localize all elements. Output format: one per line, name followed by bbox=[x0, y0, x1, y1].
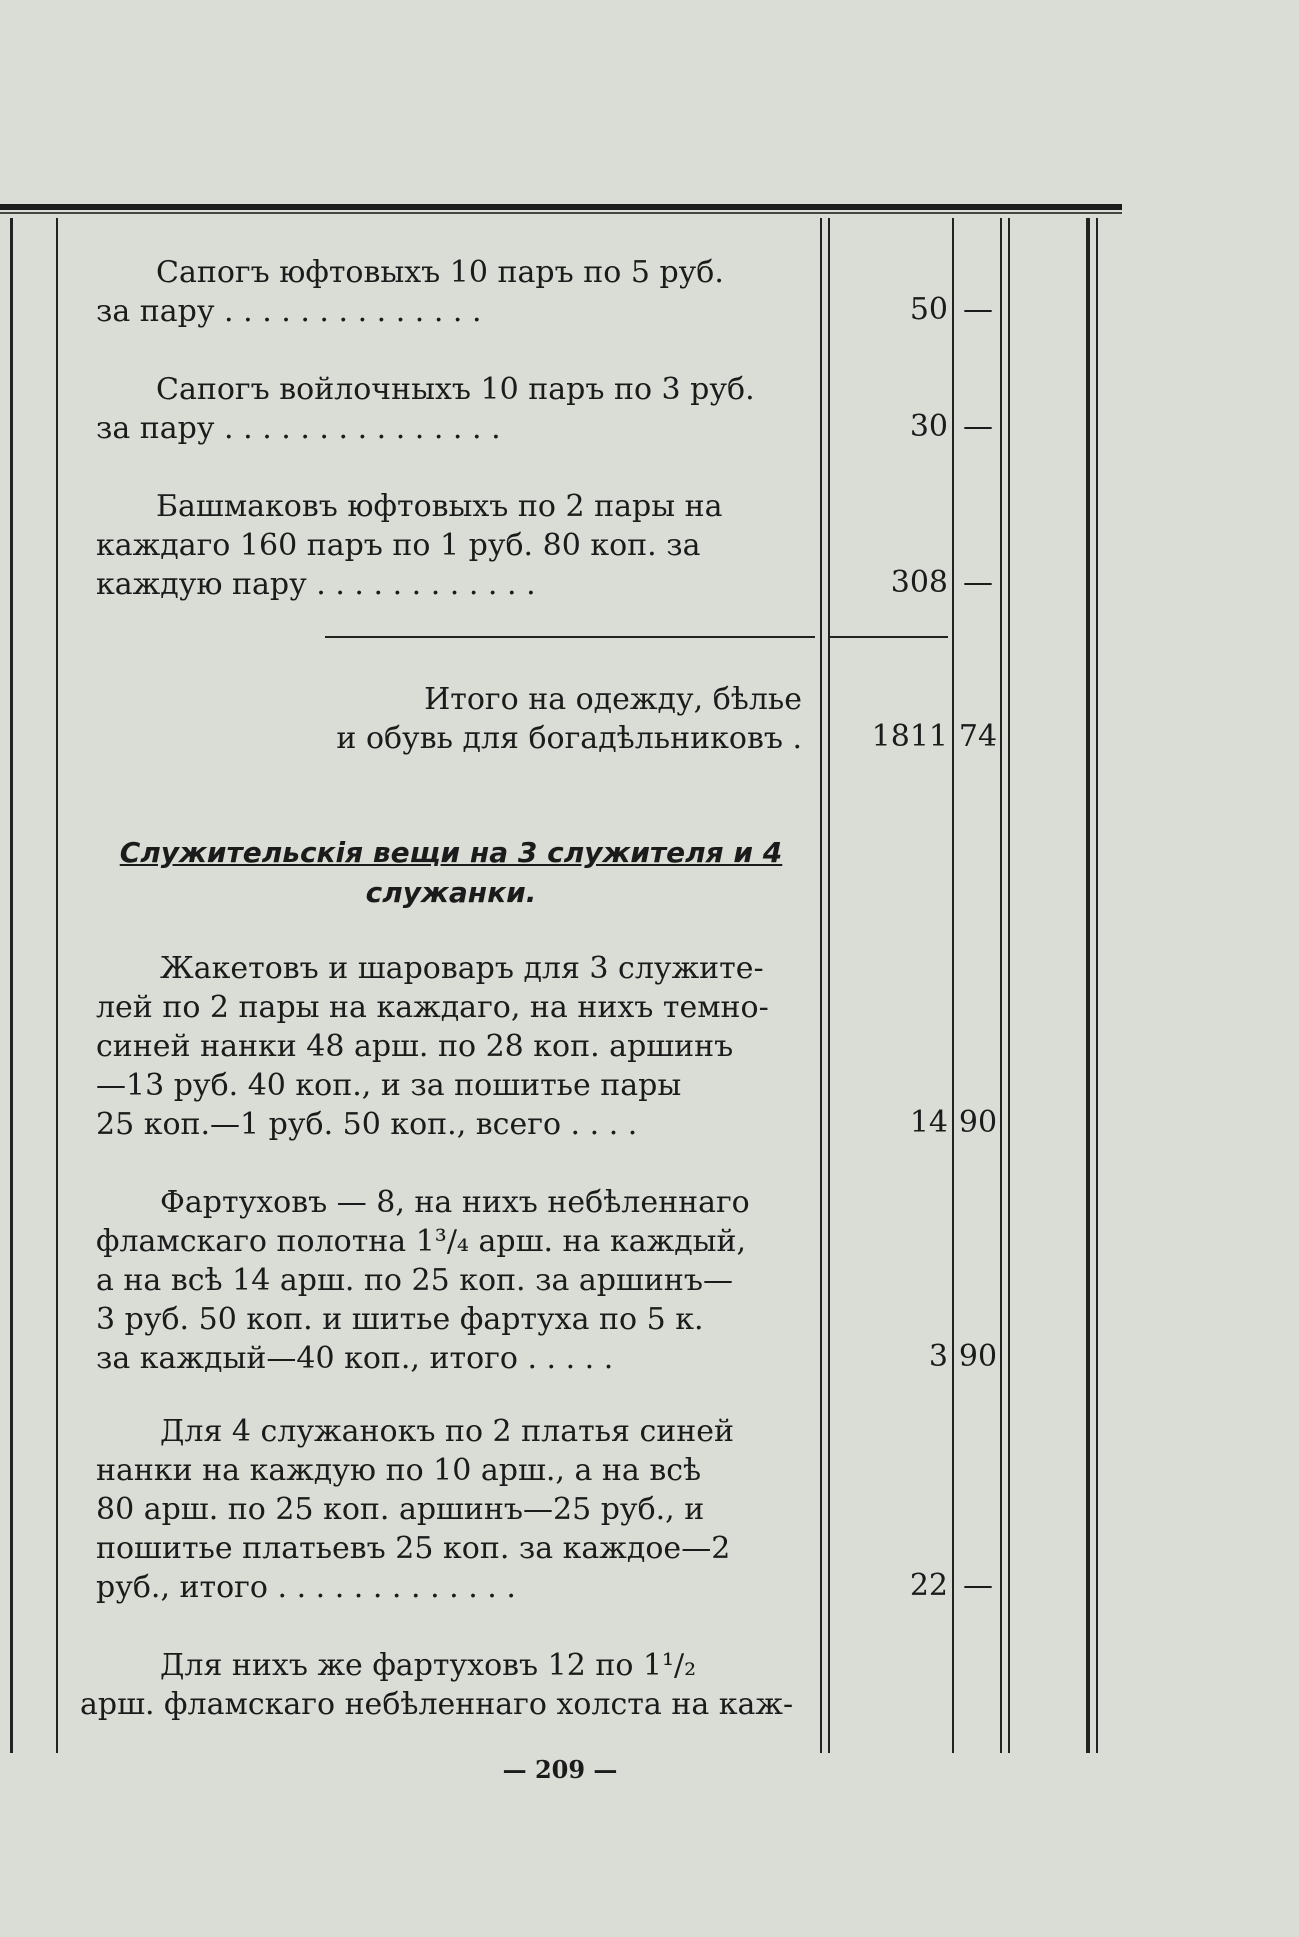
entry-text bbox=[96, 1183, 802, 1378]
entry-line: Фартуховъ — 8, на нихъ небѣленнаго bbox=[160, 1185, 750, 1220]
entry-line: —13 руб. 40 коп., и за пошитье пары bbox=[96, 1068, 682, 1103]
table-top-rule-thin bbox=[0, 212, 1122, 214]
entry-line: пошитье платьевъ 25 коп. за каждое—2 bbox=[96, 1531, 731, 1566]
table-column-line bbox=[820, 218, 822, 1753]
entry-line: фламскаго полотна 1³/₄ арш. на каждый, bbox=[96, 1224, 747, 1259]
kopecks-value: 90 bbox=[958, 1105, 998, 1140]
section-heading bbox=[100, 833, 802, 913]
entry-line: Сапогъ войлочныхъ 10 паръ по 3 руб. bbox=[156, 372, 755, 407]
table-column-line bbox=[1000, 218, 1002, 1753]
section-heading-line: Служительскія вещи на 3 служителя и 4 bbox=[119, 836, 783, 869]
table-column-line bbox=[952, 218, 954, 1753]
page-number: — 209 — bbox=[502, 1755, 618, 1784]
entry-line: нанки на каждую по 10 арш., а на всѣ bbox=[96, 1453, 702, 1488]
table-border-left bbox=[10, 218, 13, 1753]
table-border-right-thin bbox=[1096, 218, 1098, 1753]
total-text bbox=[320, 680, 802, 758]
kopecks-value: — bbox=[963, 1568, 993, 1603]
entry-line: 25 коп.—1 руб. 50 коп., всего . . . . bbox=[96, 1107, 638, 1142]
kopecks-value: — bbox=[963, 565, 993, 600]
entry-line: а на всѣ 14 арш. по 25 коп. за аршинъ— bbox=[96, 1263, 733, 1298]
entry-line: Жакетовъ и шароваръ для 3 служите- bbox=[160, 951, 764, 986]
table-top-rule bbox=[0, 204, 1122, 210]
entry-line: каждую пару . . . . . . . . . . . . bbox=[96, 567, 536, 602]
entry-text bbox=[96, 949, 802, 1144]
entry-line: Башмаковъ юфтовыхъ по 2 пары на bbox=[156, 489, 723, 524]
entry-line: лей по 2 пары на каждаго, на нихъ темно- bbox=[96, 990, 769, 1025]
table-column-line bbox=[828, 218, 830, 1753]
entry-line: арш. фламскаго небѣленнаго холста на каж- bbox=[80, 1687, 794, 1722]
table-border-right bbox=[1086, 218, 1090, 1753]
rubles-value: 14 bbox=[909, 1105, 948, 1140]
rubles-value: 30 bbox=[909, 409, 948, 444]
entry-line: каждаго 160 паръ по 1 руб. 80 коп. за bbox=[96, 528, 701, 563]
total-kopecks: 74 bbox=[958, 719, 998, 754]
total-line: и обувь для богадѣльниковъ . bbox=[336, 721, 802, 756]
entry-text bbox=[96, 253, 802, 331]
entry-line: Для нихъ же фартуховъ 12 по 1¹/₂ bbox=[160, 1648, 697, 1683]
entry-line: синей нанки 48 арш. по 28 коп. аршинъ bbox=[96, 1029, 734, 1064]
kopecks-value: — bbox=[963, 292, 993, 327]
entry-text bbox=[96, 487, 802, 604]
entry-line: за пару . . . . . . . . . . . . . . . bbox=[96, 411, 501, 446]
entry-line: руб., итого . . . . . . . . . . . . . bbox=[96, 1570, 516, 1605]
entry-line: 80 арш. по 25 коп. аршинъ—25 руб., и bbox=[96, 1492, 705, 1527]
entry-line: 3 руб. 50 коп. и шитье фартуха по 5 к. bbox=[96, 1302, 704, 1337]
total-line: Итого на одежду, бѣлье bbox=[424, 682, 802, 717]
rubles-value: 3 bbox=[928, 1339, 948, 1374]
entry-line: за пару . . . . . . . . . . . . . . bbox=[96, 294, 482, 329]
entry-line: за каждый—40 коп., итого . . . . . bbox=[96, 1341, 614, 1376]
rubles-value: 50 bbox=[909, 292, 948, 327]
total-rubles: 1811 bbox=[871, 719, 948, 754]
sum-separator bbox=[325, 636, 815, 638]
entry-text bbox=[80, 1646, 802, 1724]
entry-line: Сапогъ юфтовыхъ 10 паръ по 5 руб. bbox=[156, 255, 724, 290]
sum-separator bbox=[830, 636, 948, 638]
kopecks-value: — bbox=[963, 409, 993, 444]
table-column-line bbox=[1008, 218, 1010, 1753]
kopecks-value: 90 bbox=[958, 1339, 998, 1374]
entry-line: Для 4 служанокъ по 2 платья синей bbox=[160, 1414, 735, 1449]
entry-text bbox=[96, 1412, 802, 1607]
entry-text bbox=[96, 370, 802, 448]
section-heading-line: служанки. bbox=[365, 876, 537, 909]
table-column-line bbox=[56, 218, 58, 1753]
rubles-value: 308 bbox=[890, 565, 948, 600]
rubles-value: 22 bbox=[909, 1568, 948, 1603]
